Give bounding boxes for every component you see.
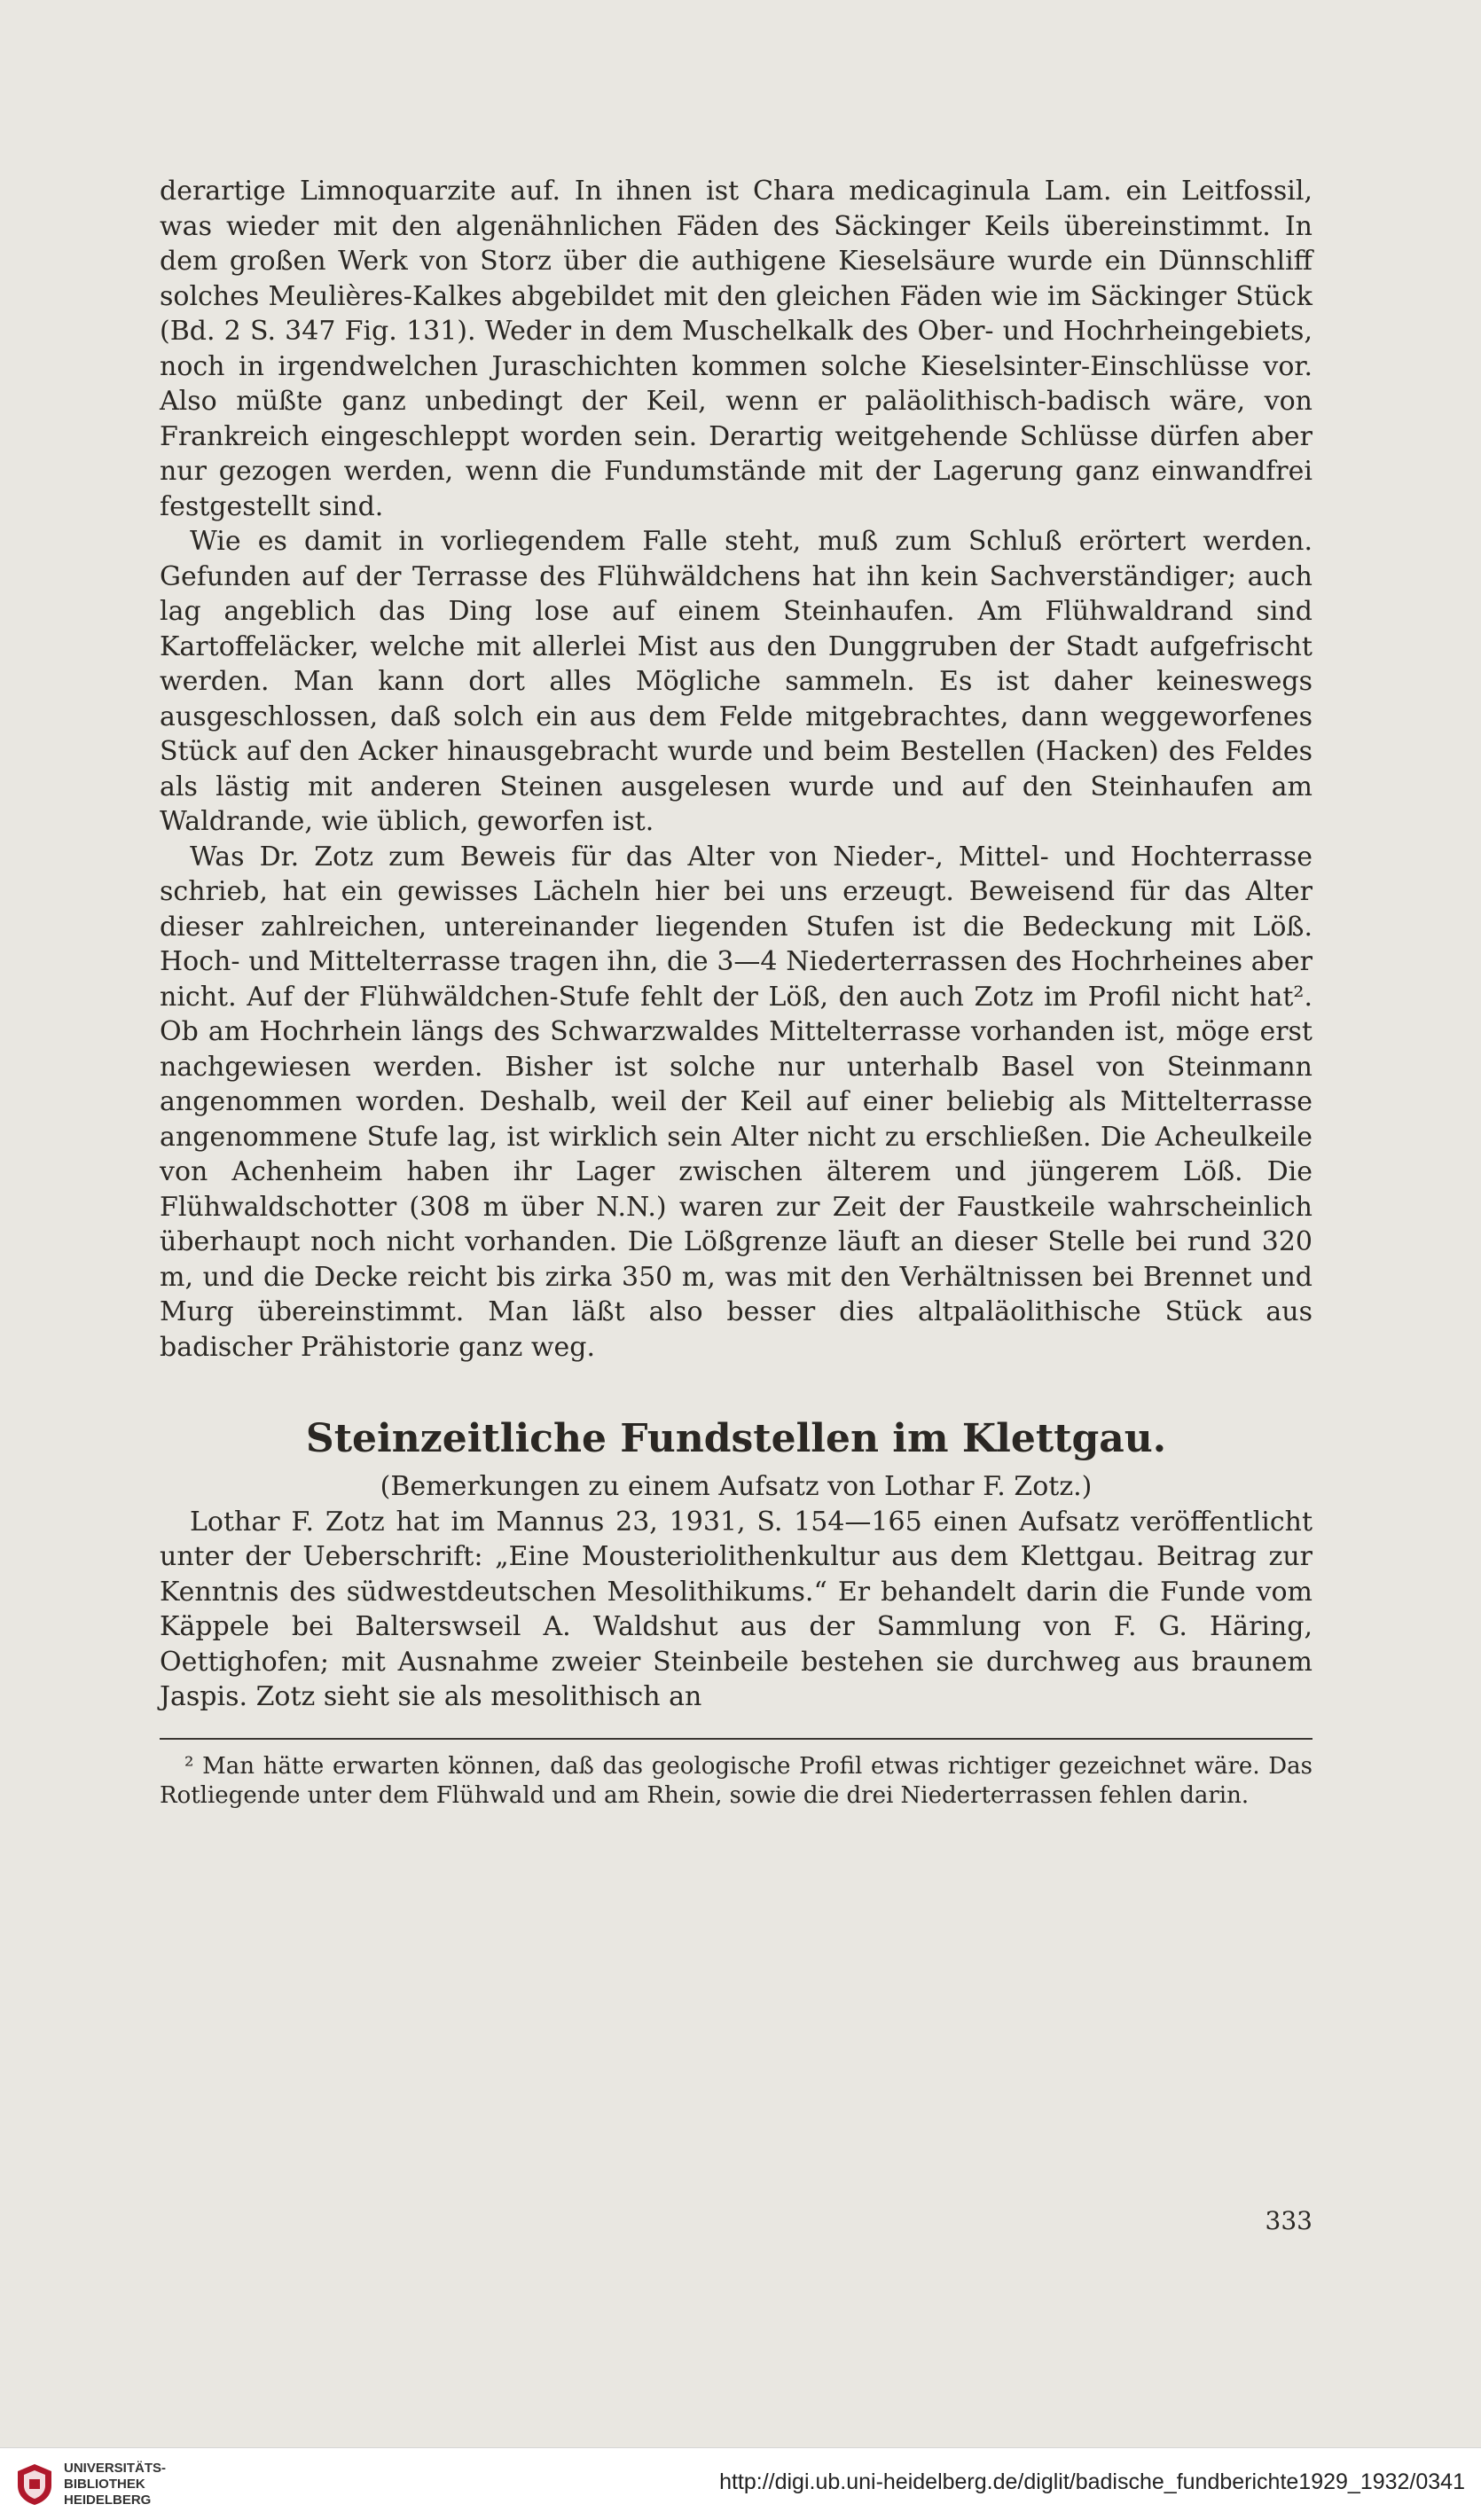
university-seal-icon <box>14 2462 55 2507</box>
permalink-url[interactable]: http://digi.ub.uni-heidelberg.de/diglit/badische_fundberichte1929_1932/0341 <box>719 2469 1465 2494</box>
library-name <box>64 2461 166 2508</box>
body-paragraph-2: Wie es damit in vorliegendem Falle steht, muß zum Schluß erörtert werden. Gefunden auf der Terrasse des Flühwäldchens hat ihn kein Sachverständiger; auch lag angeblich das Ding lose auf einem Steinhaufen. Am Flühwaldrand sind Kartoffeläcker, welche mit allerlei Mist aus den Dunggruben der Stadt aufgefrischt werden. Man kann dort alles Mögliche sammeln. Es ist daher keineswegs ausgeschlossen, daß solch ein aus dem Felde mitgebrachtes, dann weggeworfenes Stück auf den Acker hinausgebracht wurde und beim Bestellen (Hacken) des Feldes als lästig mit anderen Steinen ausgelesen wurde und auf den Steinhaufen am Waldrande, wie üblich, geworfen ist. <box>160 526 1313 837</box>
footnote-text: ² Man hätte erwarten können, daß das geologische Profil etwas richtiger gezeichnet wäre. Das Rotliegende unter dem Flühwald und am Rhein, sowie die drei Niederterrassen fehlen darin. <box>160 1752 1313 1809</box>
library-name-line-1: UNIVERSITÄTS- <box>64 2461 167 2476</box>
viewer-footer <box>0 2447 1481 2520</box>
page-text-block <box>160 174 1313 1811</box>
footnote-divider <box>160 1738 1313 1740</box>
library-name-line-3: HEIDELBERG <box>64 2493 152 2508</box>
section-title: Steinzeitliche Fundstellen im Klettgau. <box>305 1416 1167 1461</box>
page-number: 333 <box>1265 2206 1313 2235</box>
library-name-line-2: BIBLIOTHEK <box>64 2477 145 2492</box>
body-paragraph-3: Was Dr. Zotz zum Beweis für das Alter von Nieder-, Mittel- und Hochterrasse schrieb, hat ein gewisses Lächeln hier bei uns erzeugt. Beweisend für das Alter dieser zahlreichen, untereinander liegenden Stufen ist die Bedeckung mit Löß. Hoch- und Mittelterrasse tragen ihn, die 3—4 Niederterrassen des Hochrheines aber nicht. Auf der Flühwäldchen-Stufe fehlt der Löß, den auch Zotz im Profil nicht hat². Ob am Hochrhein längs des Schwarzwaldes Mittelterrasse vorhanden ist, möge erst nachgewiesen werden. Bisher ist solche nur unterhalb Basel von Steinmann angenommen worden. Deshalb, weil der Keil auf einer beliebig als Mittelterrasse angenommene Stufe lag, ist wirklich sein Alter nicht zu erschließen. Die Acheulkeile von Achenheim haben ihr Lager zwischen älterem und jüngerem Löß. Die Flühwaldschotter (308 m über N.N.) waren zur Zeit der Faustkeile wahrscheinlich überhaupt noch nicht vorhanden. Die Lößgrenze läuft an dieser Stelle bei rund 320 m, und die Decke reicht bis zirka 350 m, was mit den Verhältnissen bei Brennet und Murg übereinstimmt. Man läßt also besser dies altpaläolithische Stück aus badischer Prähistorie ganz weg. <box>160 841 1313 1363</box>
section-paragraph: Lothar F. Zotz hat im Mannus 23, 1931, S. 154—165 einen Aufsatz veröffentlicht unter der Ueberschrift: „Eine Mousteriolithenkultur aus dem Klettgau. Beitrag zur Kenntnis des südwestdeutschen Mesolithikums.“ Er behandelt darin die Funde vom Käppele bei Balterswseil A. Waldshut aus der Sammlung von F. G. Häring, Oettighofen; mit Ausnahme zweier Steinbeile bestehen sie durchweg aus braunem Jaspis. Zotz sieht sie als mesolithisch an <box>160 1506 1313 1712</box>
section-subtitle: (Bemerkungen zu einem Aufsatz von Lothar F. Zotz.) <box>380 1471 1093 1502</box>
body-paragraph-1: derartige Limnoquarzite auf. In ihnen ist Chara medicaginula Lam. ein Leitfossil, was wieder mit den algenähnlichen Fäden des Säckinger Keils übereinstimmt. In dem großen Werk von Storz über die authigene Kieselsäure wurde ein Dünnschliff solches Meulières-Kalkes abgebildet mit den gleichen Fäden wie im Säckinger Stück (Bd. 2 S. 347 Fig. 131). Weder in dem Muschelkalk des Ober- und Hochrheingebiets, noch in irgendwelchen Juraschichten kommen solche Kieselsinter-Einschlüsse vor. Also müßte ganz unbedingt der Keil, wenn er paläolithisch-badisch wäre, von Frankreich eingeschleppt worden sein. Derartig weitgehende Schlüsse dürfen aber nur gezogen werden, wenn die Fundumstände mit der Lagerung ganz einwandfrei festgestellt sind. <box>160 176 1313 522</box>
footnote <box>160 1752 1313 1811</box>
